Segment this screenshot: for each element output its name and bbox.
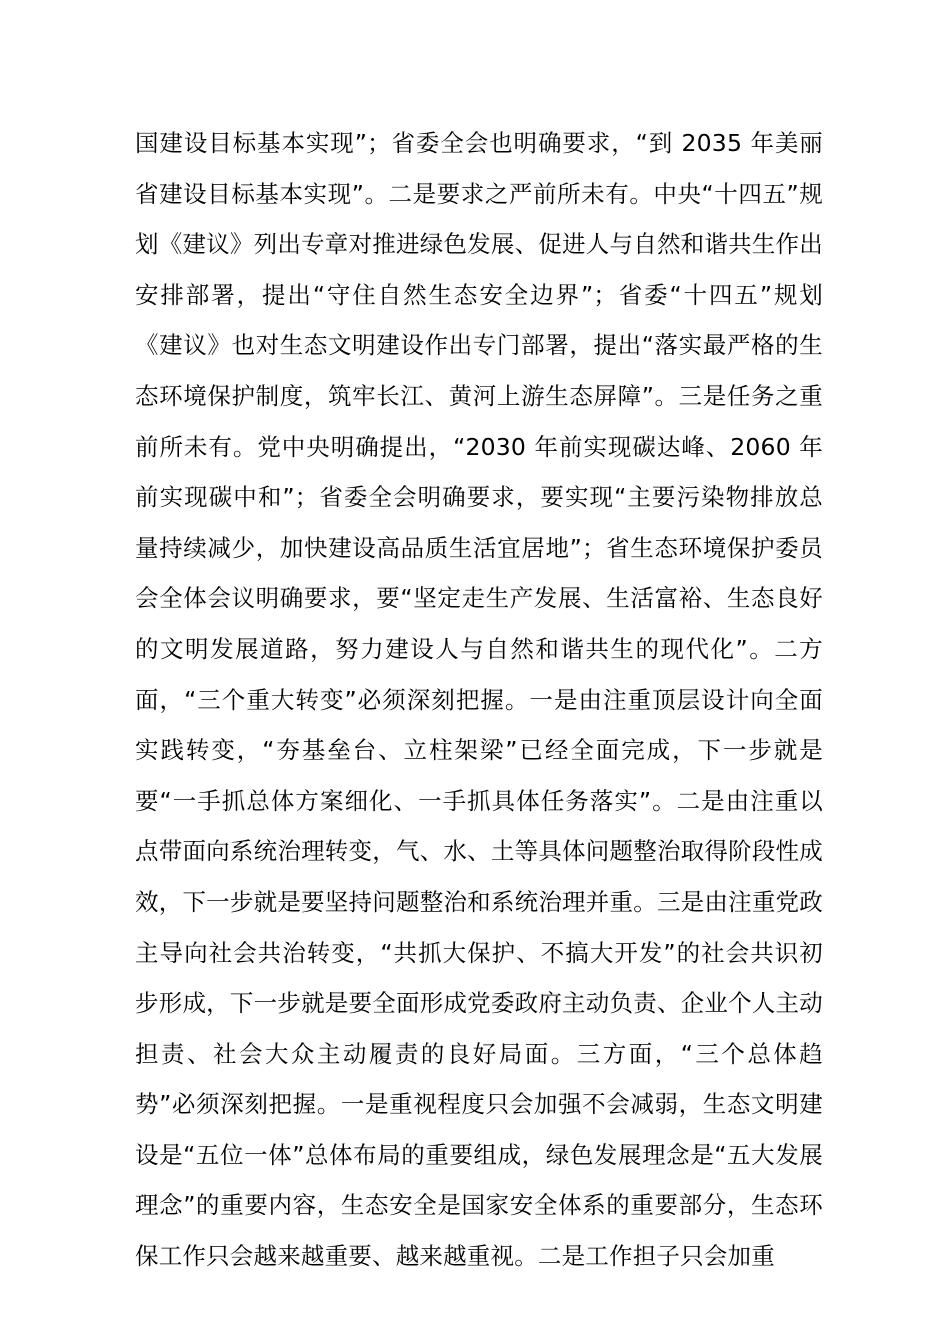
document-body — [135, 118, 823, 1282]
body-paragraph: 国建设目标基本实现”；省委全会也明确要求，“到 2035 年美丽省建设目标基本实现”。二是要求之严前所未有。中央“十四五”规划《建议》列出专章对推进绿色发展、促进人与自然和谐共生作出安排部署，提出“守住自然生态安全边界”；省委“十四五”规划《建议》也对生态文明建设作出专门部署，提出“落实最严格的生态环境保护制度，筑牢长江、黄河上游生态屏障”。三是任务之重前所未有。党中央明确提出，“2030 年前实现碳达峰、2060 年前实现碳中和”；省委全会明确要求，要实现“主要污染物排放总量持续减少，加快建设高品质生活宜居地”；省生态环境保护委员会全体会议明确要求，要“坚定走生产发展、生活富裕、生态良好的文明发展道路，努力建设人与自然和谐共生的现代化”。二方面，“三个重大转变”必须深刻把握。一是由注重顶层设计向全面实践转变，“夯基垒台、立柱架梁”已经全面完成，下一步就是要“一手抓总体方案细化、一手抓具体任务落实”。二是由注重以点带面向系统治理转变，气、水、土等具体问题整治取得阶段性成效，下一步就是要坚持问题整治和系统治理并重。三是由注重党政主导向社会共治转变，“共抓大保护、不搞大开发”的社会共识初步形成，下一步就是要全面形成党委政府主动负责、企业个人主动担责、社会大众主动履责的良好局面。三方面，“三个总体趋势”必须深刻把握。一是重视程度只会加强不会减弱，生态文明建设是“五位一体”总体布局的重要组成，绿色发展理念是“五大发展理念”的重要内容，生态安全是国家安全体系的重要部分，生态环保工作只会越来越重要、越来越重视。二是工作担子只会加重 — [135, 129, 823, 1271]
